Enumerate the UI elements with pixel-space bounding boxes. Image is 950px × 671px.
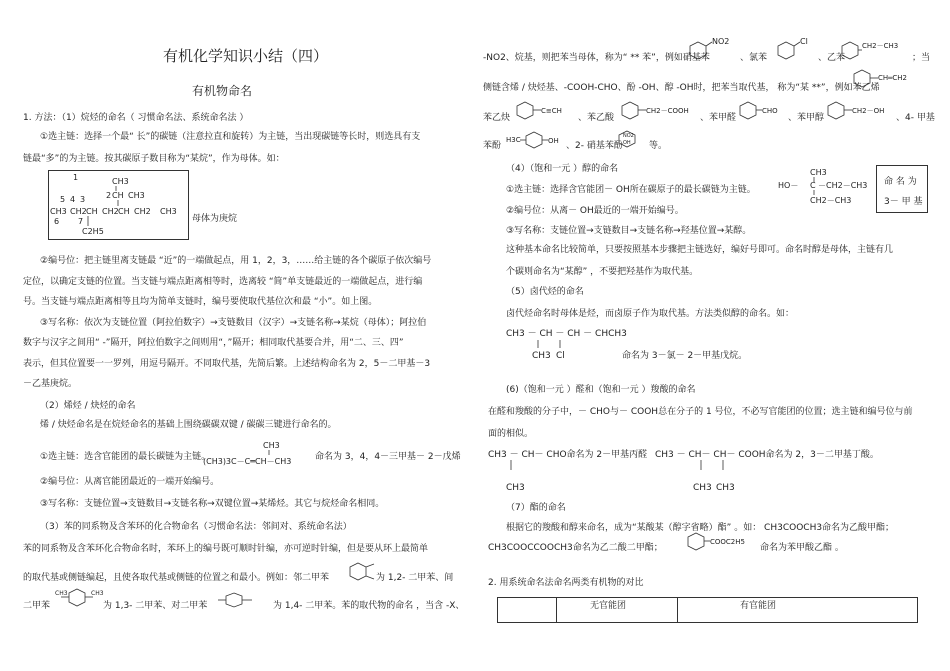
table-header-no-functional-group: 无官能团 [590,601,627,611]
alcohol-name-line: 命 名 为 [884,177,917,187]
meta-xylene-structure [55,587,105,609]
text-line: 1. 方法：（1）烷烃的命名（ 习惯命名法、系统命名法 ） [23,113,249,123]
subsection-heading: （2）烯烃 / 炔烃的命名 [40,401,136,411]
svg-text:CH3: CH3 [160,207,177,216]
text-line: 苯酚 [483,141,502,151]
text-line: 苯乙炔 [483,113,511,123]
haloalkane-formula: CH3 － CH － CH － CHCH3 [506,329,627,339]
text-line: 卤代烃命名时母体是烃，而卤原子作为取代基。方法类似醇的命名。如： [506,309,795,319]
text-line: ③写名称：支链位置→支链数目→支链名称→双键位置→某烯烃。其它与烷烃命名相同。 [40,499,385,509]
svg-text:CH3: CH3 [50,207,67,216]
table-divider [677,597,678,622]
text-line: 烯 / 炔烃命名是在烷烃命名的基础上围绕碳碳双键 / 碳碳三键进行命名的。 [40,420,337,430]
text-line: 链最“多”的为主链。按其碳原子数目称为“某烷”，作为母体。如： [23,154,285,164]
text-line: 、2- 硝基苯酚 [566,141,623,151]
text-line: 在醛和羧酸的分子中，－ CHO与－ COOH总在分子的 1 号位，不必写官能团的位置；选主链和编号位与前 [488,407,913,417]
text-line: ；当 [912,53,931,63]
acid-sub: CH3 [716,483,735,493]
svg-text:CH3: CH3 [128,191,145,200]
svg-text:NO2: NO2 [712,37,730,46]
text-line: ②编号位：把主链里离支链最 “近”的一端做起点，用 1，2，3，……给主链的各个碳原子依次编号 [40,256,432,266]
svg-text:4: 4 [70,195,76,204]
svg-text:1: 1 [73,173,79,182]
svg-text:CH2: CH2 [102,207,119,216]
table-divider [556,597,557,622]
section-heading: 2. 用系统命名法命名两类有机物的对比 [488,578,644,588]
table-header-functional-group: 有官能团 [740,601,777,611]
p-cresol-structure [506,130,566,150]
alcohol-name-line: 3－ 甲 基 [884,197,923,207]
svg-text:HO－: HO－ [778,181,799,190]
svg-text:C: C [810,181,816,190]
ortho-xylene-structure [348,561,378,583]
text-line: 的取代基或侧链编起，且使各取代基或侧链的位置之和最小。例如：邻二甲苯 [23,573,330,583]
para-xylene-structure [212,592,272,608]
text-line: ③写名称：依次为支链位置（阿拉伯数字）→支链数目（汉字）→支链名称→某烷（母体）；阿拉伯 [40,318,427,328]
text-line: 、苯甲醛 [700,113,737,123]
aldehyde-sub: CH3 [506,483,525,493]
text-line: 面的相似。 [488,429,534,439]
svg-text:C2H5: C2H5 [82,227,104,236]
phenylacetic-acid-structure [620,100,700,124]
ethylbenzene-structure [840,36,910,60]
svg-text:－CH2－CH3: －CH2－CH3 [818,181,868,190]
svg-text:CH3: CH3 [810,168,827,177]
svg-text:CH2－OH: CH2－OH [852,107,885,115]
alkene-structure [203,440,313,466]
text-line: 、苯甲醇 [788,113,825,123]
subsection-heading: （3）苯的同系物及含苯环的化合物命名（习惯命名法：邻间对、系统命名法） [40,522,352,532]
text-line: ①选主链：选择一个最“ 长”的碳链（注意拉直和旋转）为主链，当出现碳链等长时，则选具有支 [40,132,421,142]
svg-text:CH: CH [86,207,98,216]
text-line: ②编号位：从离官能团最近的一端开始编号。 [40,477,220,487]
aldehyde-acid-bonds [505,460,755,472]
text-line: 这种基本命名比较简单，只要按照基本步骤把主链选好，编好号即可。命名时醇是母体，主链有几 [506,245,894,255]
alcohol-structure [778,166,878,210]
svg-text:CH2: CH2 [134,207,151,216]
mother-label: 母体为庚烷 [192,214,238,224]
svg-text:7: 7 [78,217,84,226]
subsection-heading: (6)（饱和一元 ）醛和（饱和一元 ）羧酸的命名 [506,385,696,395]
text-line: 侧链含烯 / 炔烃基、-COOH-CHO、酚 -OH、醇 -OH时，把苯当取代基， 称为“某 **”，例如苯乙烯 [483,83,880,93]
svg-text:CHO: CHO [762,107,778,115]
text-line: 、乙苯 [818,53,846,63]
svg-text:CH3: CH3 [263,441,280,450]
text-line: 二甲苯 [23,601,51,611]
svg-text:6: 6 [54,217,60,226]
benzyl-alcohol-structure [826,100,896,124]
svg-text:CH3: CH3 [55,590,68,597]
acid-sub: CH3 [693,483,712,493]
svg-text:5: 5 [60,195,66,204]
phenylacetylene-structure [515,100,580,124]
text-line: 、氯苯 [740,53,768,63]
acid-formula: CH3 － CH－ CH－ COOH命名为 2，3－二甲基丁酸。 [655,450,879,460]
aldehyde-formula: CH3 － CH－ CHO命名为 2－甲基丙醛 [488,450,648,460]
text-line: CH3COOCCOOCH3命名为乙二酸二甲酯； [488,543,663,553]
text-line: 为 1,4- 二甲苯。苯的取代物的命名 ，当含 -X、 [273,601,465,611]
svg-text:OH: OH [623,140,631,146]
svg-text:CH2－CH3: CH2－CH3 [810,196,852,205]
text-line: 为 1,3- 二甲苯、对二甲苯 [103,601,208,611]
text-line: 等。 [649,141,668,151]
subsection-heading: （4）（饱和一元 ）醇的命名 [506,164,619,174]
svg-text:CH2－COOH: CH2－COOH [646,107,689,115]
text-line: ①选主链：选含官能团的最长碳链为主链。 [40,452,211,462]
text-line: 为 1,2- 二甲苯、间 [376,573,454,583]
haloalkane-bonds [528,340,588,350]
haloalkane-sub: Cl [556,351,565,361]
text-line: 、苯乙酸 [578,113,615,123]
text-line: 命名为苯甲酸乙酯 。 [760,543,844,553]
svg-text:Cl: Cl [800,37,808,46]
subsection-heading: （7）酯的命名 [506,503,566,513]
svg-text:H3C: H3C [506,136,521,144]
svg-text:CH3: CH3 [112,177,129,186]
svg-text:3: 3 [80,195,86,204]
svg-text:CH3: CH3 [91,590,104,597]
text-line: 个碳则命名为“某醇” ，不要把羟基作为取代基。 [506,267,699,277]
section-title: 有机物命名 [192,84,253,98]
subsection-heading: （5）卤代烃的命名 [506,287,584,297]
text-line: 命名为 3－氯－ 2－甲基戊烷。 [622,351,748,361]
comparison-table [497,597,918,623]
text-line: ②编号位：从离－ OH最近的一端开始编号。 [506,206,684,216]
text-line: 号。当支链与端点距离相等且均为简单支链时，编号要使取代基位次和最 “小”。如上图。 [23,297,378,307]
svg-text:OH: OH [548,137,559,145]
text-line: 根据它的羧酸和醇来命名，成为“某酸某（醇字省略）酯” 。如： CH3COOCH3命名为乙酸甲酯； [506,523,895,533]
text-line: 定位，以确定支链的位置。当支链与端点距离相等时，选离较 “简”单支链最近的一端做起点，进行编 [23,277,423,287]
svg-text:CH2: CH2 [70,207,87,216]
haloalkane-sub: CH3 [532,351,551,361]
svg-text:C≡CH: C≡CH [541,107,562,115]
svg-text:CH: CH [112,191,124,200]
benzaldehyde-structure [738,100,788,124]
text-line: 表示，但其位置要一一罗列，用逗号隔开。不同取代基，先简后繁。上述结构命名为 2，5－二甲基－3 [23,359,431,369]
text-line: －乙基庚烷。 [23,379,78,389]
nitrobenzene-structure [688,36,738,60]
text-line: ③写名称：支链位置→支链数目→支链名称→羟基位置→某醇。 [506,226,752,236]
chlorobenzene-structure [776,36,816,60]
svg-text:(CH3)3C－C═CH－CH3: (CH3)3C－C═CH－CH3 [203,457,292,466]
styrene-structure [852,66,932,90]
text-line: 、4- 甲基 [896,113,935,123]
page-title: 有机化学知识小结（四） [163,47,329,65]
svg-text:CH2－CH3: CH2－CH3 [862,42,899,50]
alkane-structure [48,170,238,240]
svg-text:COOC2H5: COOC2H5 [710,538,745,546]
svg-text:CH: CH [118,207,130,216]
text-line: 苯的同系物及含苯环化合物命名时，苯环上的编号既可顺时针编，亦可逆时针编，但是要从环上最简单 [23,544,429,554]
text-line: 数字与汉字之间用“ -”隔开，阿拉伯数字之间则用“，”隔开；相同取代基要合并，用“二、三、四” [23,338,404,348]
svg-text:CH═CH2: CH═CH2 [878,74,907,82]
text-line: ①选主链：选择含官能团－ OH所在碳原子的最长碳链为主链。 [506,185,756,195]
svg-text:NO2: NO2 [623,133,634,139]
text-line: 命名为 3，4，4－三甲基－ 2－戊烯 [315,452,461,462]
text-line: -NO2、烷基，则把苯当母体，称为“ ** 苯”，例如硝基苯 [483,53,710,63]
svg-text:2: 2 [106,191,112,200]
ethyl-benzoate-structure [686,531,756,553]
